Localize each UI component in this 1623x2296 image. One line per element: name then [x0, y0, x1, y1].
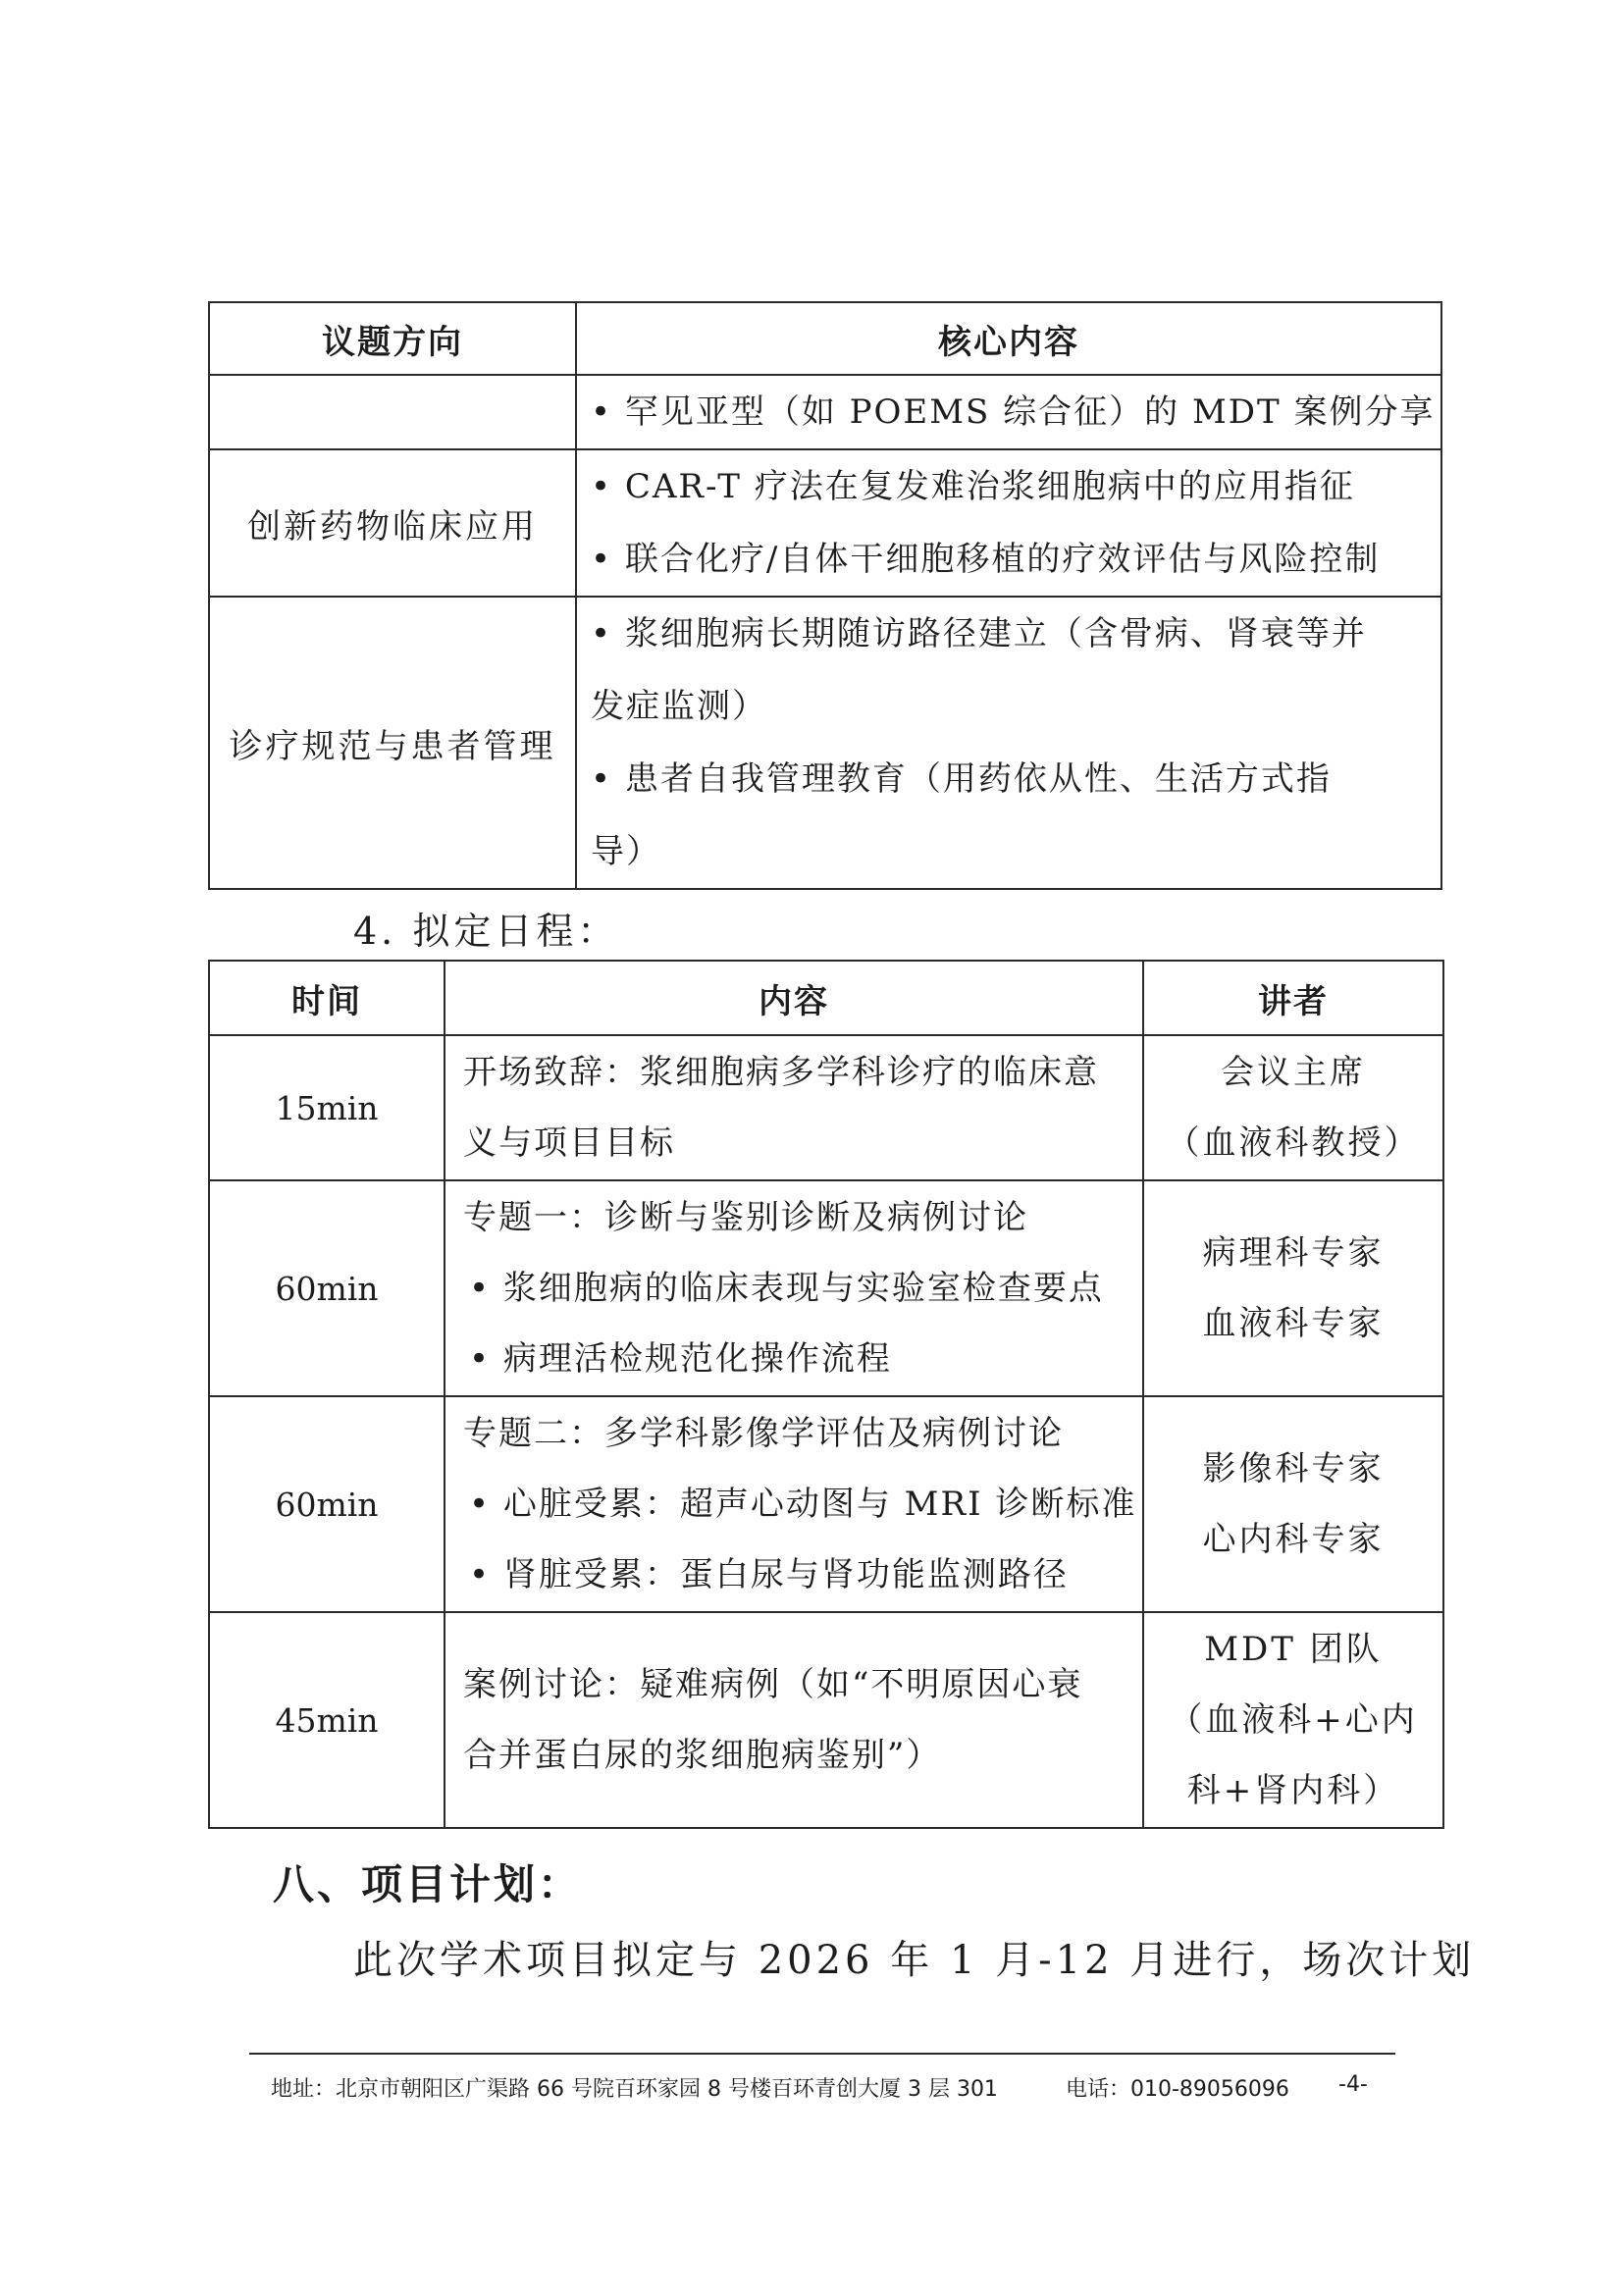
- speaker-line: （血液科+心内: [1169, 1700, 1418, 1740]
- schedule-header-speaker: 讲者: [1143, 961, 1443, 1035]
- topic-core-content: [576, 597, 1441, 889]
- topics-header-row: [209, 302, 1441, 375]
- topics-header-core: 核心内容: [576, 302, 1441, 375]
- table-row: [209, 597, 1441, 889]
- content-line: 案例讨论：疑难病例（如“不明原因心衰: [463, 1665, 1083, 1704]
- table-row: [209, 1396, 1443, 1612]
- topic-direction: [209, 375, 576, 449]
- topics-table: [208, 301, 1442, 890]
- topic-point: • 联合化疗/自体干细胞移植的疗效评估与风险控制: [591, 540, 1381, 579]
- table-row: [209, 1035, 1443, 1180]
- speaker-line: MDT 团队: [1204, 1630, 1383, 1669]
- schedule-heading: 4. 拟定日程：: [353, 910, 619, 953]
- topic-core-content: [576, 375, 1441, 449]
- table-row: [209, 449, 1441, 597]
- speaker-line: 血液科专家: [1202, 1304, 1385, 1343]
- section-heading: 八、项目计划：: [273, 1860, 583, 1908]
- body-paragraph: 此次学术项目拟定与 2026 年 1 月-12 月进行，场次计划: [353, 1938, 1476, 1983]
- topic-core-content: [576, 449, 1441, 597]
- speaker-line: （血液科教授）: [1166, 1123, 1421, 1163]
- session-time: 45min: [209, 1612, 445, 1828]
- content-line: 专题二：多学科影像学评估及病例讨论: [463, 1414, 1064, 1453]
- content-line: 专题一：诊断与鉴别诊断及病例讨论: [463, 1198, 1028, 1237]
- session-speaker: [1143, 1180, 1443, 1396]
- session-time: 60min: [209, 1180, 445, 1396]
- session-content: [445, 1396, 1143, 1612]
- speaker-line: 心内科专家: [1202, 1520, 1385, 1559]
- schedule-header-content: 内容: [445, 961, 1143, 1035]
- content-line: • 浆细胞病的临床表现与实验室检查要点: [469, 1269, 1104, 1308]
- speaker-line: 科+肾内科）: [1186, 1771, 1400, 1810]
- topic-point: 导）: [591, 832, 661, 871]
- topic-point: • 浆细胞病长期随访路径建立（含骨病、肾衰等并: [591, 614, 1367, 653]
- session-speaker: [1143, 1396, 1443, 1612]
- content-line: • 病理活检规范化操作流程: [469, 1339, 892, 1379]
- page-number: -4-: [1338, 2072, 1368, 2097]
- session-speaker: [1143, 1612, 1443, 1828]
- topic-direction: 创新药物临床应用: [209, 449, 576, 597]
- schedule-table: [208, 960, 1444, 1829]
- topic-direction: 诊疗规范与患者管理: [209, 597, 576, 889]
- schedule-header-row: [209, 961, 1443, 1035]
- session-content: [445, 1035, 1143, 1180]
- table-row: [209, 1180, 1443, 1396]
- schedule-header-time: 时间: [209, 961, 445, 1035]
- session-time: 15min: [209, 1035, 445, 1180]
- session-content: [445, 1180, 1143, 1396]
- content-line: • 肾脏受累：蛋白尿与肾功能监测路径: [469, 1555, 1069, 1594]
- table-row: [209, 1612, 1443, 1828]
- content-line: 义与项目目标: [463, 1123, 675, 1163]
- session-content: [445, 1612, 1143, 1828]
- session-speaker: [1143, 1035, 1443, 1180]
- footer-address: 地址：北京市朝阳区广渠路 66 号院百环家园 8 号楼百环青创大厦 3 层 301: [271, 2077, 998, 2102]
- speaker-line: 影像科专家: [1202, 1449, 1385, 1488]
- footer-phone: 电话：010-89056096: [1066, 2077, 1289, 2102]
- session-time: 60min: [209, 1396, 445, 1612]
- table-row: [209, 375, 1441, 449]
- footer-divider: [249, 2053, 1395, 2055]
- topic-point: • 罕见亚型（如 POEMS 综合征）的 MDT 案例分享: [591, 392, 1436, 432]
- speaker-line: 病理科专家: [1202, 1233, 1385, 1273]
- topic-point: • 患者自我管理教育（用药依从性、生活方式指: [591, 759, 1332, 799]
- content-line: 合并蛋白尿的浆细胞病鉴别”）: [463, 1736, 942, 1775]
- topics-header-direction: 议题方向: [209, 302, 576, 375]
- topic-point: • CAR-T 疗法在复发难治浆细胞病中的应用指征: [591, 467, 1355, 506]
- speaker-line: 会议主席: [1221, 1053, 1366, 1092]
- content-line: • 心脏受累：超声心动图与 MRI 诊断标准: [469, 1485, 1137, 1524]
- topic-point: 发症监测）: [591, 687, 767, 726]
- content-line: 开场致辞：浆细胞病多学科诊疗的临床意: [463, 1053, 1099, 1092]
